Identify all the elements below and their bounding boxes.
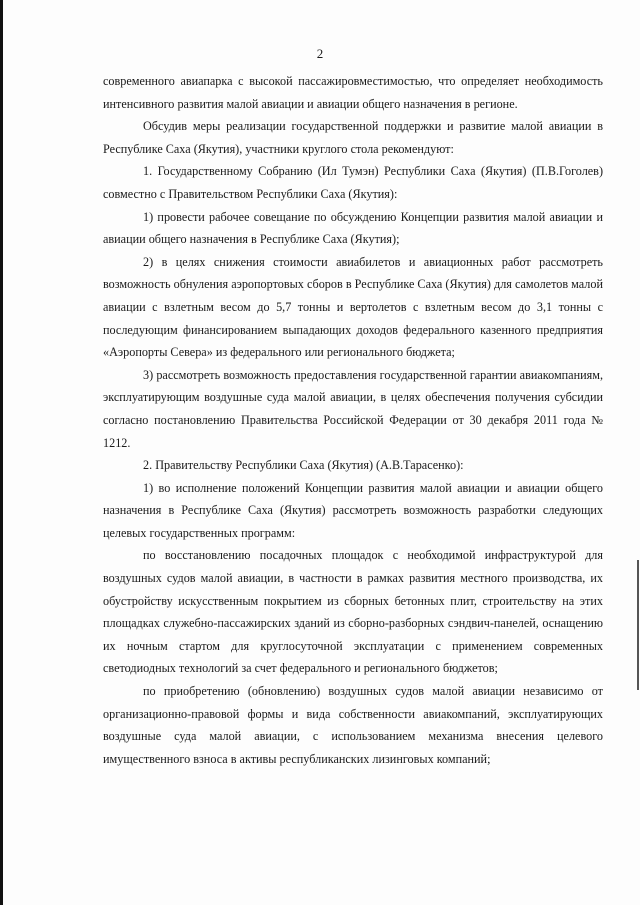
paragraph-item-1-1: 1) провести рабочее совещание по обсуждению Концепции развития малой авиации и авиации общего назначения в Республике Саха (Якутия); (103, 209, 603, 247)
paragraph-item-1-3: 3) рассмотреть возможность предоставления государственной гарантии авиакомпаниям, эксплуатирующим воздушные суда малой авиации, в целях обеспечения получения субсидии согласно постановлению Правительства Российской Федерации от 30 декабря 2011 года № 1212. (103, 367, 603, 450)
scan-edge-left (0, 0, 3, 905)
scan-edge-right (637, 560, 639, 690)
paragraph-item-2: 2. Правительству Республики Саха (Якутия) (А.В.Тарасенко): (143, 458, 464, 473)
document-body (103, 70, 603, 770)
page-number: 2 (316, 46, 324, 61)
paragraph-item-2-1: 1) во исполнение положений Концепции развития малой авиации и авиации общего назначения в Республике Саха (Якутия) рассмотреть возможность разработки следующих целевых государственных программ: (103, 480, 603, 540)
paragraph-aircraft-acquisition: по приобретению (обновлению) воздушных судов малой авиации независимо от организационно-правовой формы и вида собственности авиакомпаний, эксплуатирующих воздушные суда малой авиации, с использованием механизма внесения целевого имущественного взноса в активы республиканских лизинговых компаний; (103, 684, 603, 766)
paragraph-item-1: 1. Государственному Собранию (Ил Тумэн) Республики Саха (Якутия) (П.В.Гоголев) совместно с Правительством Республики Саха (Якутия): (103, 164, 603, 201)
paragraph-item-1-2: 2) в целях снижения стоимости авиабилетов и авиационных работ рассмотреть возможность обнуления аэропортовых сборов в Республике Саха (Якутия) для самолетов малой авиации с взлетным весом до 5,7 тонны и вертолетов с взлетным весом до 3,1 тонны с последующим финансированием выпадающих доходов федерального казенного предприятия «Аэропорты Севера» из федерального или регионального бюджета; (103, 254, 603, 360)
paragraph-continuation: современного авиапарка с высокой пассажировместимостью, что определяет необходимость интенсивного развития малой авиации и авиации общего назначения в регионе. (103, 74, 603, 111)
paragraph-recommendations-intro: Обсудив меры реализации государственной поддержки и развитие малой авиации в Республике Саха (Якутия), участники круглого стола рекомендуют: (103, 119, 603, 156)
paragraph-landing-sites: по восстановлению посадочных площадок с необходимой инфраструктурой для воздушных судов малой авиации, в частности в рамках развития местного производства, их обустройству искусственным покрытием из сборных бетонных плит, строительству на этих площадках служебно-пассажирских зданий из сборно-разборных сэндвич-панелей, оснащению их ночным стартом для круглосуточной эксплуатации с применением современных светодиодных технологий за счет федерального и регионального бюджетов; (103, 548, 603, 676)
